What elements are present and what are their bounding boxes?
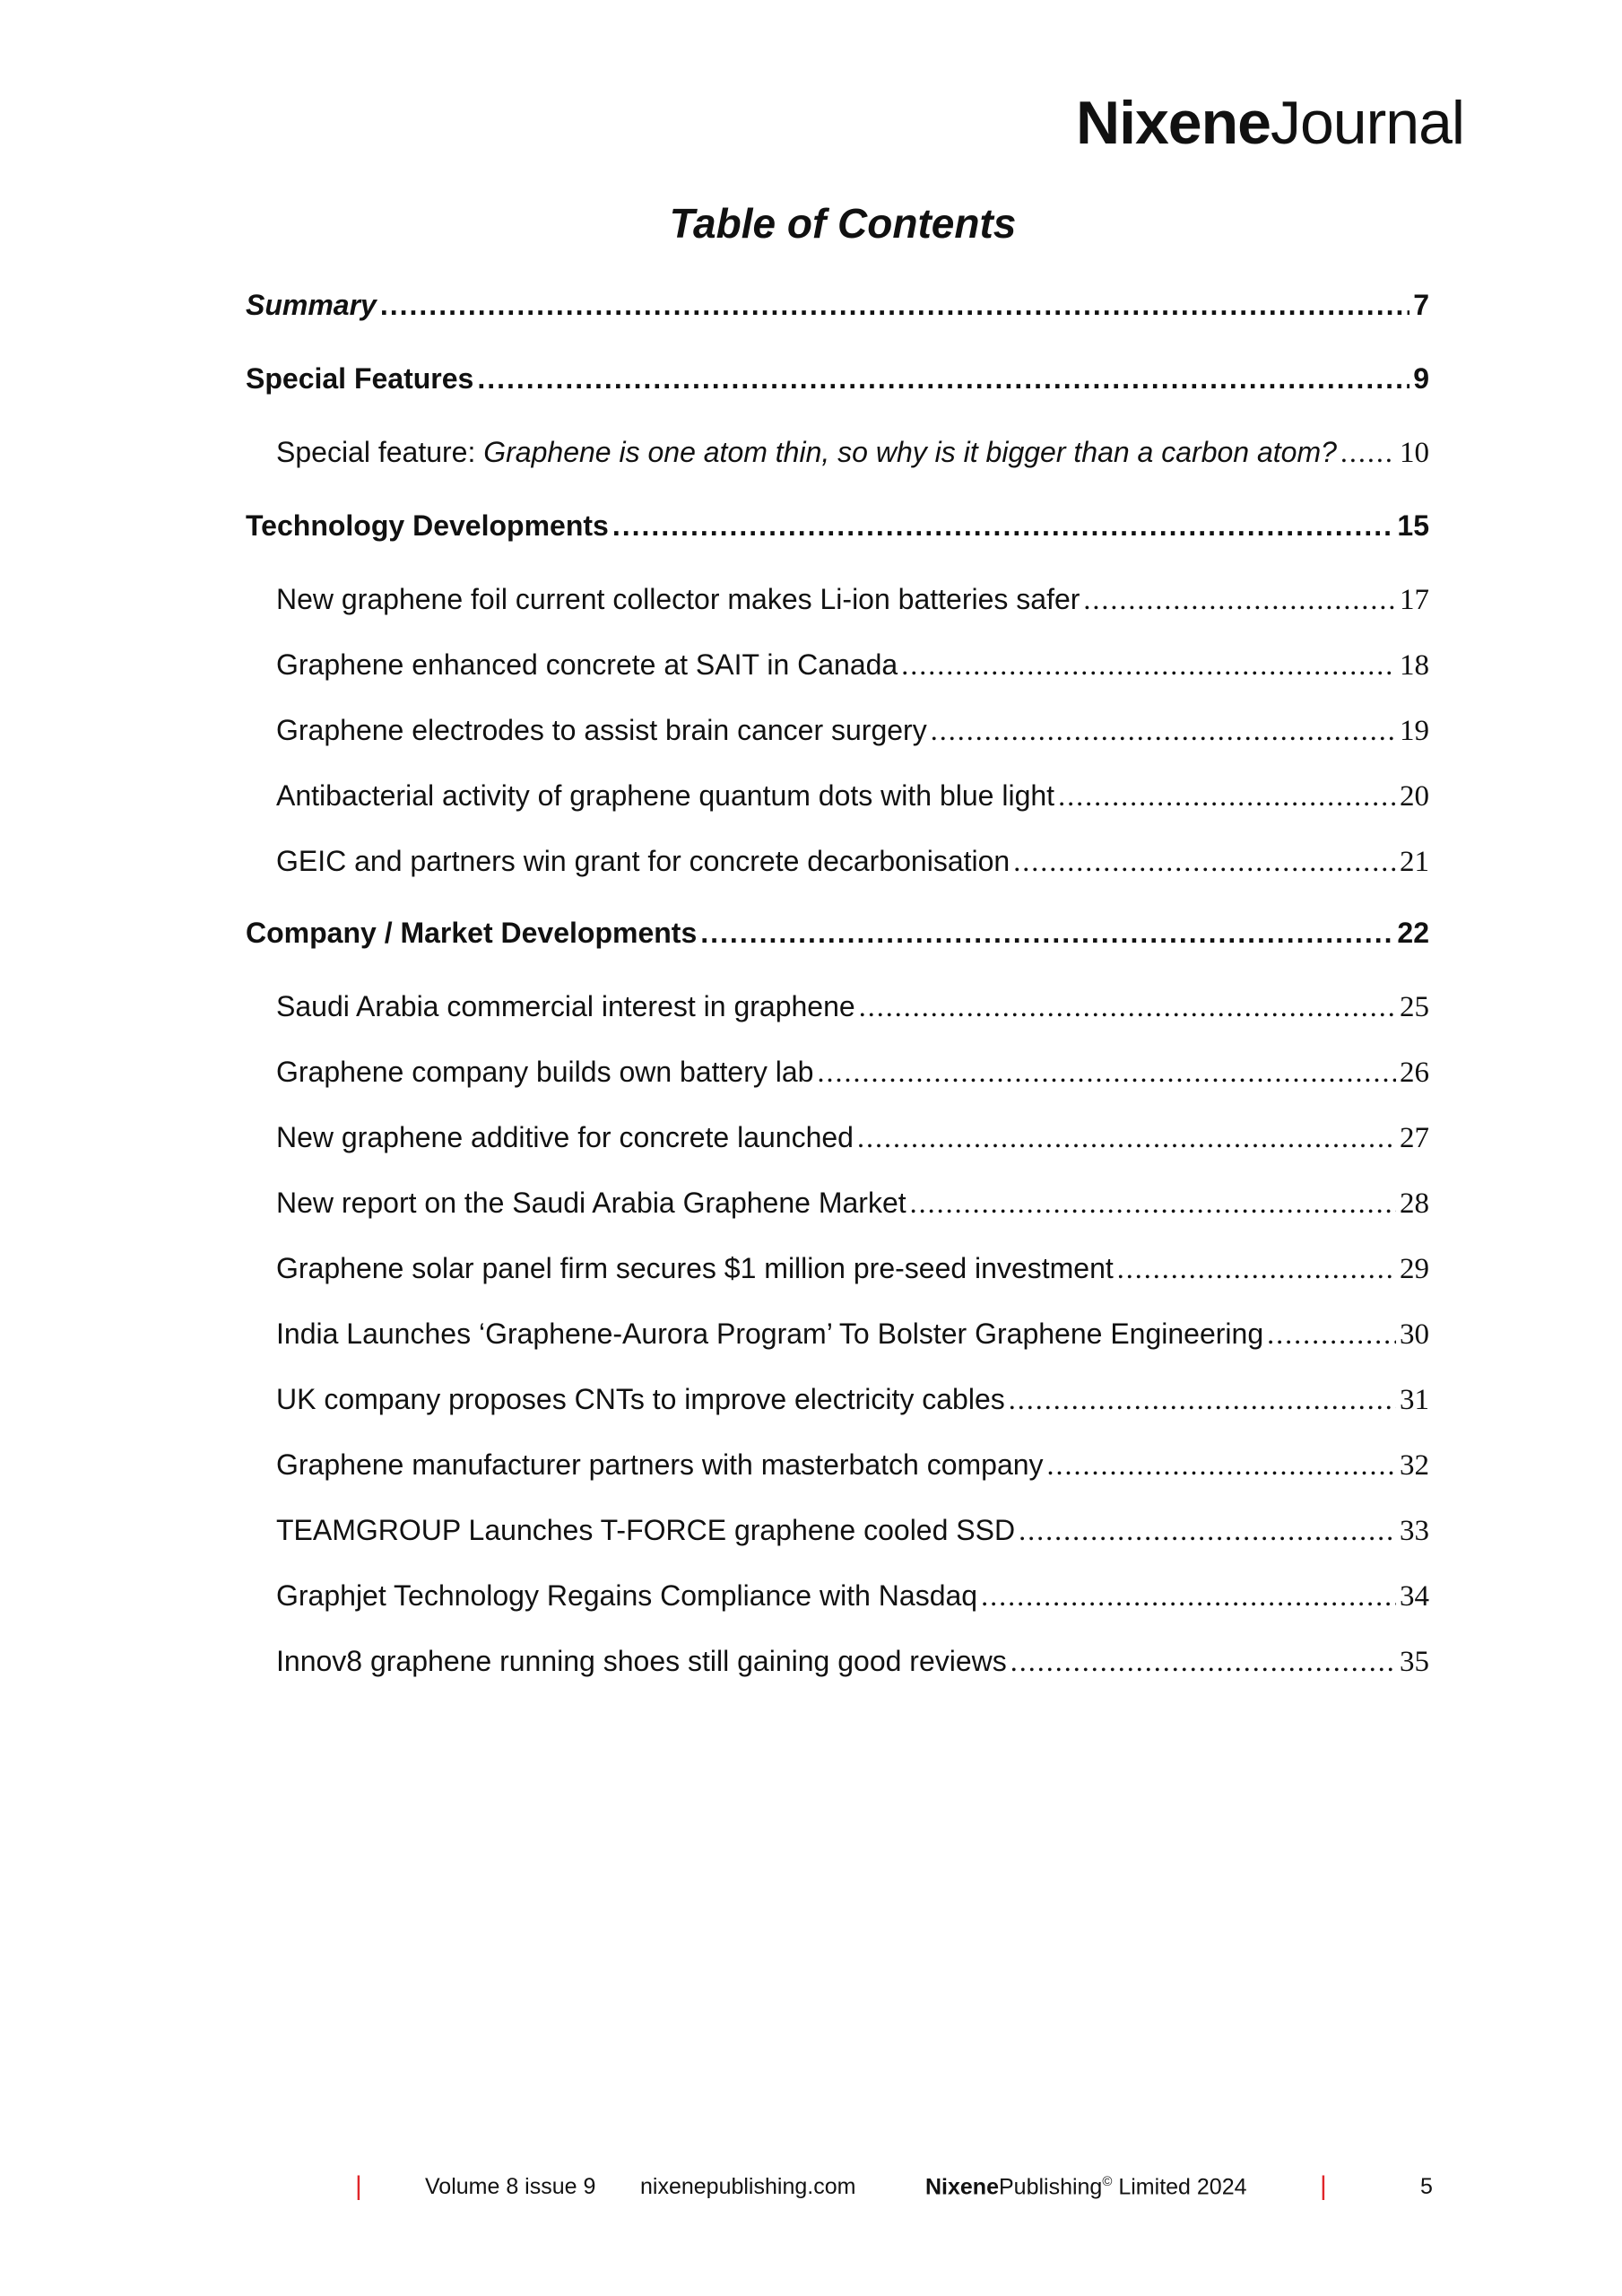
toc-entry-page: 7 <box>1413 289 1429 321</box>
leader-dots <box>910 1187 1396 1220</box>
footer-limited: Limited 2024 <box>1112 2174 1247 2200</box>
page-footer <box>0 2171 1622 2210</box>
toc-entry-page: 9 <box>1413 362 1429 395</box>
toc-entry-label: Graphene electrodes to assist brain cancer surgery <box>276 714 927 746</box>
journal-logo <box>1075 89 1464 157</box>
leader-dots <box>1340 436 1396 469</box>
toc-entry-label: Technology Developments <box>246 509 609 542</box>
leader-dots <box>859 990 1396 1023</box>
toc-entry-label: Innov8 graphene running shoes still gaining good reviews <box>276 1645 1007 1677</box>
toc-entry-company-market-developments[interactable] <box>246 917 1429 950</box>
toc-entry-page: 27 <box>1400 1122 1429 1154</box>
leader-dots <box>931 714 1396 747</box>
toc-entry-label: Company / Market Developments <box>246 917 698 949</box>
footer-copyright-mark: © <box>1102 2174 1113 2189</box>
toc-entry-label: Saudi Arabia commercial interest in graphene <box>276 990 855 1022</box>
toc-entry[interactable] <box>276 1514 1429 1548</box>
toc-entry-page: 30 <box>1400 1318 1429 1351</box>
toc-entry[interactable] <box>276 990 1429 1024</box>
toc-entry-technology-developments[interactable] <box>246 509 1429 543</box>
toc-entry-special-features[interactable] <box>246 362 1429 396</box>
toc-entry-label: Antibacterial activity of graphene quantum dots with blue light <box>276 779 1055 812</box>
toc-entry-page: 15 <box>1397 509 1429 542</box>
leader-dots <box>700 917 1393 950</box>
leader-dots <box>901 648 1396 682</box>
footer-publisher-rest: Publishing <box>998 2174 1103 2200</box>
toc-entry-label <box>276 436 1337 469</box>
toc-entry-page: 29 <box>1400 1253 1429 1285</box>
toc-entry[interactable] <box>276 1121 1429 1155</box>
toc-entry[interactable] <box>276 1448 1429 1483</box>
toc-entry-label: Graphjet Technology Regains Compliance with Nasdaq <box>276 1579 978 1612</box>
toc-entry-label: Graphene solar panel firm secures $1 million pre-seed investment <box>276 1252 1114 1284</box>
toc-entry-label-prefix: Special feature: <box>276 436 484 468</box>
toc-entry[interactable] <box>276 1383 1429 1417</box>
toc-entry[interactable] <box>276 1579 1429 1613</box>
toc-entry-page: 10 <box>1400 437 1429 469</box>
leader-dots <box>380 289 1409 322</box>
toc-entry-summary[interactable] <box>246 289 1429 322</box>
toc-entry[interactable] <box>276 1645 1429 1679</box>
toc-entry[interactable] <box>276 583 1429 617</box>
toc-entry-label: New graphene foil current collector makes Li-ion batteries safer <box>276 583 1080 615</box>
toc-entry-label: India Launches ‘Graphene-Aurora Program’ To Bolster Graphene Engineering <box>276 1318 1264 1350</box>
toc-entry-page: 35 <box>1400 1646 1429 1678</box>
leader-dots <box>817 1056 1396 1089</box>
toc-entry-label: Graphene manufacturer partners with masterbatch company <box>276 1448 1044 1481</box>
toc-entry-label: GEIC and partners win grant for concrete decarbonisation <box>276 845 1010 877</box>
leader-dots <box>1058 779 1396 813</box>
logo-bold: Nixene <box>1075 89 1271 157</box>
toc-entry-label: UK company proposes CNTs to improve electricity cables <box>276 1383 1005 1415</box>
toc-entry-page: 20 <box>1400 780 1429 813</box>
toc-entry[interactable] <box>276 1318 1429 1352</box>
toc-entry-special-feature-article[interactable] <box>276 436 1429 470</box>
toc-entry-label: Graphene company builds own battery lab <box>276 1056 814 1088</box>
toc-entry[interactable] <box>276 714 1429 748</box>
toc-entry-label: New graphene additive for concrete launched <box>276 1121 854 1153</box>
leader-dots <box>1047 1448 1396 1482</box>
leader-dots <box>857 1121 1396 1154</box>
leader-dots <box>477 362 1409 396</box>
toc-entry-page: 34 <box>1400 1580 1429 1613</box>
toc-entry-page: 18 <box>1400 649 1429 682</box>
leader-dots <box>981 1579 1396 1613</box>
toc-entry-label: Special Features <box>246 362 474 395</box>
footer-volume: Volume 8 issue 9 <box>425 2174 596 2199</box>
toc-entry-page: 22 <box>1397 917 1429 949</box>
footer-website[interactable]: nixenepublishing.com <box>640 2174 856 2199</box>
toc-entry-label: TEAMGROUP Launches T-FORCE graphene cooled SSD <box>276 1514 1016 1546</box>
leader-dots <box>1009 1383 1396 1416</box>
toc-title: Table of Contents <box>669 200 1017 247</box>
leader-dots <box>612 509 1394 543</box>
leader-dots <box>1083 583 1396 616</box>
toc-entry-label: Summary <box>246 289 377 321</box>
footer-separator-left: | <box>355 2171 362 2201</box>
toc-entry-label: New report on the Saudi Arabia Graphene Market <box>276 1187 906 1219</box>
leader-dots <box>1019 1514 1396 1547</box>
toc-entry-page: 21 <box>1400 846 1429 878</box>
footer-separator-right: | <box>1320 2171 1327 2201</box>
leader-dots <box>1010 1645 1396 1678</box>
toc-entry-page: 25 <box>1400 991 1429 1023</box>
leader-dots <box>1267 1318 1396 1351</box>
toc-entry-label-italic: Graphene is one atom thin, so why is it bigger than a carbon atom? <box>483 436 1337 468</box>
footer-publisher-bold: Nixene <box>925 2174 999 2200</box>
toc-entry[interactable] <box>276 648 1429 683</box>
toc-entry[interactable] <box>276 845 1429 879</box>
toc-entry[interactable] <box>276 1056 1429 1090</box>
footer-page-number: 5 <box>1420 2174 1433 2199</box>
logo-regular: Journal <box>1270 89 1464 157</box>
toc-entry-page: 28 <box>1400 1187 1429 1220</box>
toc-entry-page: 17 <box>1400 584 1429 616</box>
toc-entry[interactable] <box>276 1187 1429 1221</box>
toc-entry-label: Graphene enhanced concrete at SAIT in Canada <box>276 648 898 681</box>
toc-entry-page: 31 <box>1400 1384 1429 1416</box>
toc-entry[interactable] <box>276 1252 1429 1286</box>
toc-entry[interactable] <box>276 779 1429 813</box>
toc-entry-page: 26 <box>1400 1057 1429 1089</box>
leader-dots <box>1117 1252 1396 1285</box>
toc-entry-page: 32 <box>1400 1449 1429 1482</box>
footer-publisher <box>925 2174 1247 2200</box>
toc-entry-page: 33 <box>1400 1515 1429 1547</box>
toc-entry-page: 19 <box>1400 715 1429 747</box>
leader-dots <box>1013 845 1396 878</box>
